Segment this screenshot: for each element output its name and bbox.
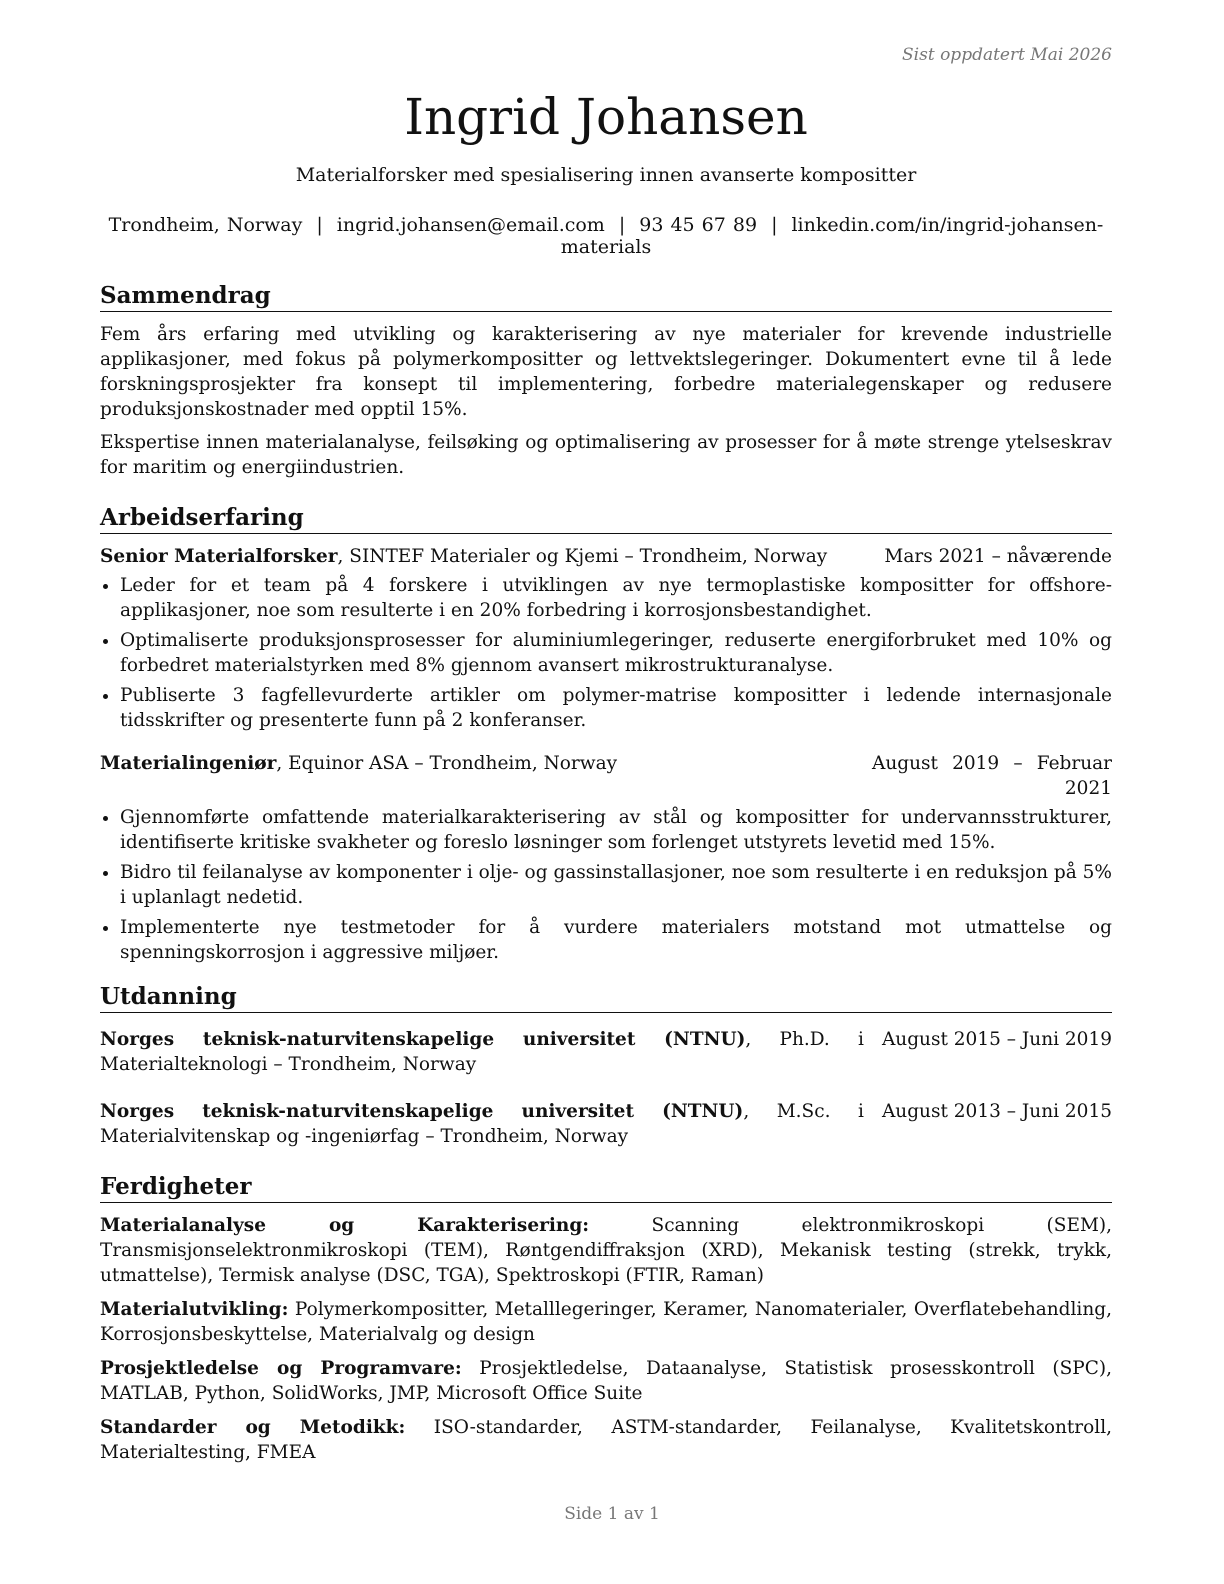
job-dates: Mars 2021 – nåværende bbox=[884, 546, 1112, 567]
skill-label: Prosjektledelse og Programvare: bbox=[100, 1358, 462, 1379]
education-entry bbox=[100, 1099, 1112, 1149]
education-detail bbox=[100, 1099, 882, 1149]
skill-label: Materialutvikling: bbox=[100, 1299, 289, 1320]
skill-text: Polymerkompositter, Metalllegeringer, Keramer, Nanomaterialer, Overflatebehandling, Korrosjonsbeskyttelse, Materialvalg og design bbox=[100, 1299, 1112, 1345]
education-school: Norges teknisk-naturvitenskapelige universitet (NTNU) bbox=[100, 1029, 746, 1050]
list-item: • Optimaliserte produksjonsprosesser for aluminiumlegeringer, reduserte energiforbruket med 10% og forbedret materialstyrken med 8% gjennom avansert mikrostrukturanalyse. bbox=[120, 628, 1112, 678]
candidate-name: Ingrid Johansen bbox=[404, 88, 808, 146]
job-header bbox=[100, 544, 1112, 569]
skill-group bbox=[100, 1213, 1112, 1288]
contact-email[interactable]: ingrid.johansen@email.com bbox=[336, 214, 605, 236]
skill-group bbox=[100, 1415, 1112, 1465]
separator: | bbox=[771, 214, 778, 236]
job-bullets bbox=[100, 805, 1112, 965]
last-updated: Sist oppdatert Mai 2026 bbox=[902, 45, 1112, 65]
contact-location: Trondheim, Norway bbox=[108, 214, 303, 236]
job-bullets bbox=[100, 573, 1112, 733]
skill-text: ISO-standarder, ASTM-standarder, Feilanalyse, Kvalitetskontroll, Materialtesting, FMEA bbox=[100, 1417, 1113, 1463]
education-school: Norges teknisk-naturvitenskapelige universitet (NTNU) bbox=[100, 1101, 744, 1122]
education-dates: August 2015 – Juni 2019 bbox=[881, 1029, 1112, 1050]
page-number: Side 1 av 1 bbox=[564, 1504, 660, 1524]
education-dates: August 2013 – Juni 2015 bbox=[881, 1101, 1112, 1122]
job-org: , Equinor ASA – Trondheim, Norway bbox=[276, 753, 618, 774]
summary-paragraph: Fem års erfaring med utvikling og karakterisering av nye materialer for krevende industrielle applikasjoner, med fokus på polymerkompositter og lettvektslegeringer. Dokumentert evne til å lede forskningsprosjekter fra konsept til implementering, forbedre materialegenskaper og redusere produksjonskostnader med opptil 15%. bbox=[100, 324, 1112, 420]
contact-linkedin[interactable]: linkedin.com/in/ingrid-johansen-materials bbox=[560, 214, 1104, 258]
skill-text: Scanning elektronmikroskopi (SEM), Transmisjonselektronmikroskopi (TEM), Røntgendiffraksjon (XRD), Mekanisk testing (strekk, trykk, utmattelse), Termisk analyse (DSC, TGA), Spektroskopi (FTIR, Raman) bbox=[100, 1215, 1112, 1286]
separator: | bbox=[316, 214, 323, 236]
section-title-experience: Arbeidserfaring bbox=[100, 504, 1112, 534]
skill-label: Materialanalyse og Karakterisering: bbox=[100, 1215, 590, 1236]
summary-paragraph: Ekspertise innen materialanalyse, feilsøking og optimalisering av prosesser for å møte strenge ytelseskrav for maritim og energiindustrien. bbox=[100, 432, 1112, 478]
job-header bbox=[100, 751, 1112, 801]
skill-label: Standarder og Metodikk: bbox=[100, 1417, 406, 1438]
separator: | bbox=[618, 214, 626, 236]
education-degree: , Ph.D. i Materialteknologi – Trondheim, Norway bbox=[100, 1029, 864, 1075]
section-title-education: Utdanning bbox=[100, 983, 1112, 1013]
job-role: Senior Materialforsker bbox=[100, 546, 338, 567]
job-title-line bbox=[100, 751, 872, 801]
list-item: • Publiserte 3 fagfellevurderte artikler om polymer-matrise kompositter i ledende internasjonale tidsskrifter og presenterte funn på 2 konferanser. bbox=[120, 683, 1112, 733]
education-detail bbox=[100, 1027, 882, 1077]
section-title-skills: Ferdigheter bbox=[100, 1173, 1112, 1203]
list-item: • Gjennomførte omfattende materialkarakterisering av stål og kompositter for undervannsstrukturer, identifiserte kritiske svakheter og foreslo løsninger som forlenget utstyrets levetid med 15%. bbox=[120, 805, 1112, 855]
skill-group bbox=[100, 1356, 1112, 1406]
contact-line bbox=[100, 214, 1112, 258]
skill-group bbox=[100, 1297, 1112, 1347]
tagline: Materialforsker med spesialisering innen avanserte kompositter bbox=[295, 164, 917, 186]
skill-text: Prosjektledelse, Dataanalyse, Statistisk prosesskontroll (SPC), MATLAB, Python, SolidWorks, JMP, Microsoft Office Suite bbox=[100, 1358, 1112, 1404]
education-degree: , M.Sc. i Materialvitenskap og -ingeniørfag – Trondheim, Norway bbox=[100, 1101, 864, 1147]
job-role: Materialingeniør bbox=[100, 753, 277, 774]
job-org: , SINTEF Materialer og Kjemi – Trondheim, Norway bbox=[337, 546, 828, 567]
job-title-line bbox=[100, 544, 884, 569]
job-dates: August 2019 – Februar 2021 bbox=[872, 753, 1112, 799]
list-item: • Bidro til feilanalyse av komponenter i olje- og gassinstallasjoner, noe som resulterte i en reduksjon på 5% i uplanlagt nedetid. bbox=[120, 860, 1112, 910]
list-item: • Leder for et team på 4 forskere i utviklingen av nye termoplastiske kompositter for offshore-applikasjoner, noe som resulterte i en 20% forbedring i korrosjonsbestandighet. bbox=[120, 573, 1112, 623]
section-title-summary: Sammendrag bbox=[100, 282, 1112, 312]
list-item: • Implementerte nye testmetoder for å vurdere materialers motstand mot utmattelse og spenningskorrosjon i aggressive miljøer. bbox=[120, 915, 1112, 965]
education-entry bbox=[100, 1027, 1112, 1077]
contact-phone: 93 45 67 89 bbox=[639, 214, 758, 236]
